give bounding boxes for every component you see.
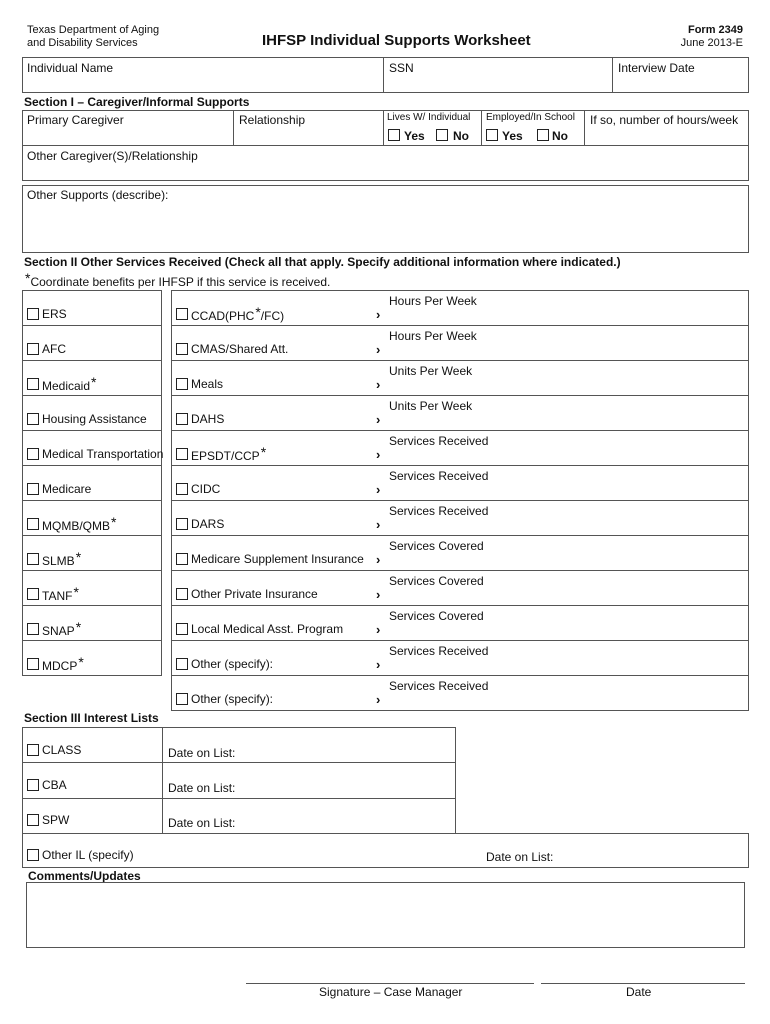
- employed-no-checkbox[interactable]: [537, 129, 549, 141]
- service-checkbox[interactable]: [27, 483, 39, 495]
- service-detail-field[interactable]: Hours Per Week: [389, 294, 477, 308]
- service-checkbox[interactable]: [176, 483, 188, 495]
- cba-date-on-list[interactable]: Date on List:: [168, 781, 236, 795]
- asterisk: *: [111, 514, 117, 530]
- service-checkbox[interactable]: [176, 308, 188, 320]
- form-title: IHFSP Individual Supports Worksheet: [262, 32, 531, 49]
- service-detail-field[interactable]: Services Received: [389, 644, 489, 658]
- asterisk: *: [73, 584, 79, 600]
- service-checkbox[interactable]: [176, 343, 188, 355]
- service-label: Medicaid*: [42, 374, 97, 393]
- signature-line: [246, 983, 534, 984]
- divider: [383, 57, 384, 93]
- yes-label: Yes: [502, 129, 523, 143]
- coordinate-benefits-note: [24, 270, 331, 289]
- chevron-right-icon: ›: [376, 587, 381, 602]
- service-detail-field[interactable]: Hours Per Week: [389, 329, 477, 343]
- service-checkbox[interactable]: [27, 448, 39, 460]
- chevron-right-icon: ›: [376, 622, 381, 637]
- chevron-right-icon: ›: [376, 447, 381, 462]
- service-label: Local Medical Asst. Program: [191, 622, 344, 636]
- class-label: CLASS: [42, 743, 82, 757]
- date-line: [541, 983, 745, 984]
- agency-name-line2: and Disability Services: [27, 37, 138, 49]
- individual-name-field[interactable]: Individual Name: [27, 61, 114, 75]
- service-checkbox[interactable]: [176, 623, 188, 635]
- divider: [481, 110, 482, 146]
- ssn-field[interactable]: SSN: [389, 61, 414, 75]
- service-label: ERS: [42, 307, 67, 321]
- spw-date-on-list[interactable]: Date on List:: [168, 816, 236, 830]
- service-label: Housing Assistance: [42, 412, 147, 426]
- chevron-right-icon: ›: [376, 377, 381, 392]
- form-number: Form 2349: [687, 24, 743, 36]
- service-detail-field[interactable]: Services Received: [389, 679, 489, 693]
- no-label: No: [453, 129, 469, 143]
- service-checkbox[interactable]: [176, 693, 188, 705]
- spw-label: SPW: [42, 813, 70, 827]
- lives-with-yes-checkbox[interactable]: [388, 129, 400, 141]
- section3-title: Section III Interest Lists: [24, 711, 159, 725]
- spw-checkbox[interactable]: [27, 814, 39, 826]
- relationship-field[interactable]: Relationship: [239, 113, 306, 127]
- divider: [233, 110, 234, 146]
- divider: [22, 798, 456, 799]
- asterisk: *: [75, 619, 82, 635]
- asterisk: *: [255, 304, 261, 320]
- service-detail-field[interactable]: Services Covered: [389, 609, 484, 623]
- other-supports-field[interactable]: Other Supports (describe):: [27, 188, 169, 202]
- service-checkbox[interactable]: [27, 518, 39, 530]
- service-checkbox[interactable]: [176, 518, 188, 530]
- service-label: TANF*: [42, 584, 79, 603]
- asterisk: *: [260, 444, 267, 460]
- other-il-checkbox[interactable]: [27, 849, 39, 861]
- interest-lists-box: [22, 727, 456, 834]
- employed-label: Employed/In School: [486, 112, 575, 123]
- other-il-date-on-list[interactable]: Date on List:: [486, 850, 554, 864]
- chevron-right-icon: ›: [376, 482, 381, 497]
- service-checkbox[interactable]: [176, 413, 188, 425]
- comments-textarea[interactable]: [26, 882, 745, 948]
- asterisk: *: [75, 549, 82, 565]
- form-date: June 2013-E: [680, 37, 743, 49]
- service-label: CIDC: [191, 482, 221, 496]
- service-label: EPSDT/CCP*: [191, 444, 267, 463]
- service-label: Medicare Supplement Insurance: [191, 552, 364, 566]
- class-checkbox[interactable]: [27, 744, 39, 756]
- service-label: MQMB/QMB*: [42, 514, 117, 533]
- service-checkbox[interactable]: [27, 308, 39, 320]
- interview-date-field[interactable]: Interview Date: [618, 61, 695, 75]
- service-detail-field[interactable]: Services Covered: [389, 539, 484, 553]
- service-detail-field[interactable]: Units Per Week: [389, 364, 473, 378]
- lives-with-label: Lives W/ Individual: [387, 112, 471, 123]
- service-checkbox[interactable]: [27, 553, 39, 565]
- service-label: Other (specify):: [191, 657, 274, 671]
- signature-date-label: Date: [626, 985, 652, 999]
- section1-title: Section I – Caregiver/Informal Supports: [24, 95, 250, 109]
- agency-name-line1: Texas Department of Aging: [27, 24, 160, 36]
- service-label: MDCP*: [42, 654, 84, 673]
- service-label: SNAP*: [42, 619, 82, 638]
- chevron-right-icon: ›: [376, 552, 381, 567]
- primary-caregiver-field[interactable]: Primary Caregiver: [27, 113, 124, 127]
- comments-title: Comments/Updates: [28, 869, 141, 883]
- service-checkbox[interactable]: [176, 378, 188, 390]
- lives-with-no-checkbox[interactable]: [436, 129, 448, 141]
- service-checkbox[interactable]: [176, 553, 188, 565]
- service-checkbox[interactable]: [27, 343, 39, 355]
- service-label: DARS: [191, 517, 225, 531]
- yes-label: Yes: [404, 129, 425, 143]
- service-label: Medical Transportation: [42, 447, 164, 461]
- chevron-right-icon: ›: [376, 342, 381, 357]
- chevron-right-icon: ›: [376, 657, 381, 672]
- service-label: DAHS: [191, 412, 225, 426]
- service-label: Other Private Insurance: [191, 587, 318, 601]
- other-il-label[interactable]: Other IL (specify): [42, 848, 134, 862]
- service-checkbox[interactable]: [27, 623, 39, 635]
- service-detail-field[interactable]: Services Received: [389, 469, 489, 483]
- cba-checkbox[interactable]: [27, 779, 39, 791]
- service-label: Medicare: [42, 482, 92, 496]
- no-label: No: [552, 129, 568, 143]
- note-text: Coordinate benefits per IHFSP if this service is received.: [30, 275, 331, 289]
- employed-yes-checkbox[interactable]: [486, 129, 498, 141]
- service-detail-field[interactable]: Units Per Week: [389, 399, 473, 413]
- service-detail-field[interactable]: Services Received: [389, 434, 489, 448]
- service-checkbox[interactable]: [176, 448, 188, 460]
- asterisk: *: [25, 270, 31, 286]
- service-checkbox[interactable]: [27, 658, 39, 670]
- divider: [584, 110, 585, 146]
- hours-per-week-field[interactable]: If so, number of hours/week: [590, 113, 739, 127]
- divider: [162, 727, 163, 834]
- signature-label: Signature – Case Manager: [319, 985, 463, 999]
- service-label: CMAS/Shared Att.: [191, 342, 289, 356]
- service-label: Meals: [191, 377, 224, 391]
- service-checkbox[interactable]: [27, 378, 39, 390]
- class-date-on-list[interactable]: Date on List:: [168, 746, 236, 760]
- cba-label: CBA: [42, 778, 67, 792]
- other-caregivers-field[interactable]: Other Caregiver(S)/Relationship: [27, 149, 198, 163]
- divider: [383, 110, 384, 146]
- service-detail-field[interactable]: Services Received: [389, 504, 489, 518]
- service-checkbox[interactable]: [27, 413, 39, 425]
- service-label: AFC: [42, 342, 66, 356]
- service-label: Other (specify):: [191, 692, 274, 706]
- service-detail-field[interactable]: Services Covered: [389, 574, 484, 588]
- service-checkbox[interactable]: [176, 588, 188, 600]
- service-checkbox[interactable]: [176, 658, 188, 670]
- service-checkbox[interactable]: [27, 588, 39, 600]
- chevron-right-icon: ›: [376, 412, 381, 427]
- divider: [22, 762, 456, 763]
- chevron-right-icon: ›: [376, 307, 381, 322]
- service-label: SLMB*: [42, 549, 82, 568]
- asterisk: *: [78, 654, 84, 670]
- asterisk: *: [91, 374, 97, 390]
- divider: [612, 57, 613, 93]
- service-label: CCAD(PHC*/FC): [191, 304, 285, 323]
- chevron-right-icon: ›: [376, 692, 381, 707]
- chevron-right-icon: ›: [376, 517, 381, 532]
- section2-title: Section II Other Services Received (Check all that apply. Specify additional information where indicated.): [24, 255, 621, 269]
